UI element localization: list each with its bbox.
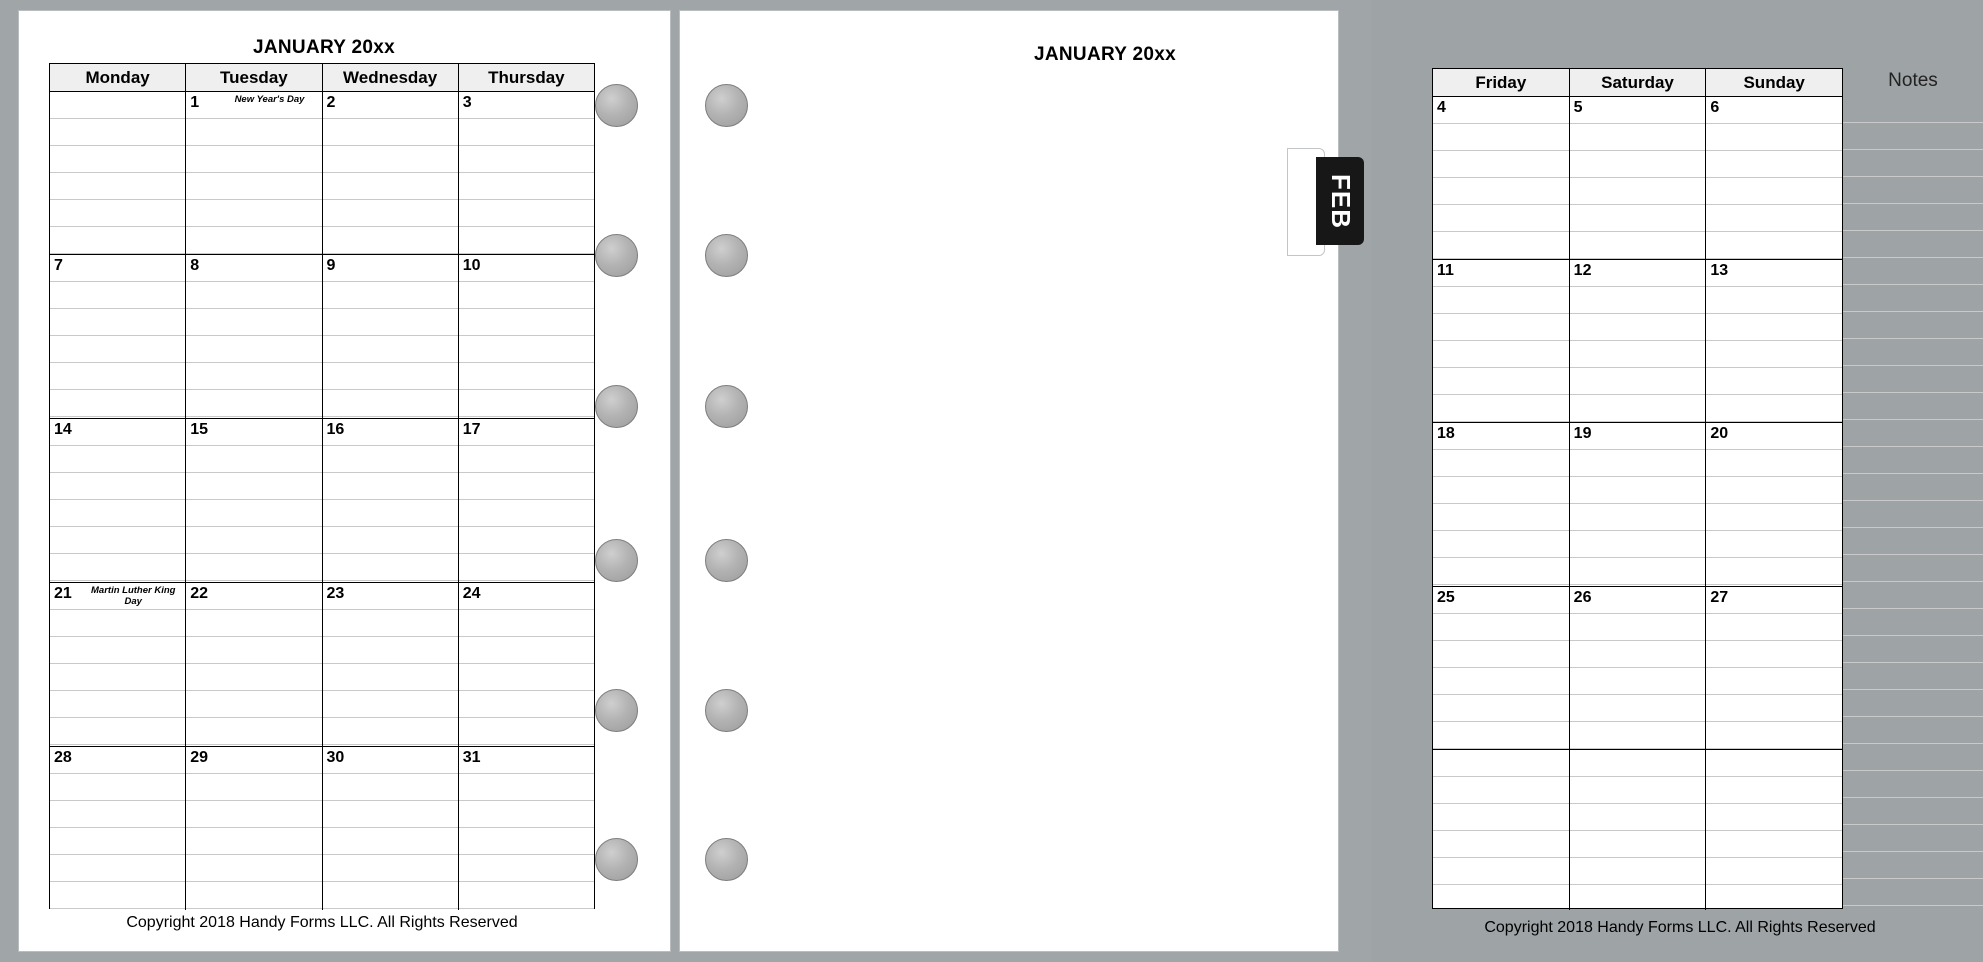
day-cell[interactable] (459, 255, 594, 418)
binder-ring (705, 385, 748, 428)
day-cell[interactable] (459, 92, 594, 254)
right-calendar-grid (1432, 68, 1843, 909)
day-number: 2 (326, 94, 336, 111)
day-cell[interactable] (1570, 97, 1707, 259)
day-number: 15 (190, 421, 209, 438)
binder-ring (595, 539, 638, 582)
day-cell[interactable] (50, 419, 186, 582)
table-row (1433, 587, 1842, 750)
right-page-title: JANUARY 20xx (1034, 44, 1176, 65)
right-page-footer: Copyright 2018 Handy Forms LLC. All Rights Reserved (1484, 919, 1876, 936)
day-number: 17 (462, 421, 481, 438)
day-cell[interactable] (1706, 423, 1842, 586)
day-number: 7 (54, 257, 63, 274)
day-cell[interactable] (50, 583, 186, 746)
day-cell[interactable] (323, 583, 459, 746)
table-row (1433, 423, 1842, 587)
left-page-footer: Copyright 2018 Handy Forms LLC. All Rights Reserved (126, 914, 518, 931)
left-weekday-header-row (50, 64, 594, 92)
day-cell[interactable] (50, 255, 186, 418)
binder-ring (705, 84, 748, 127)
table-row (50, 255, 594, 419)
day-cell[interactable] (1706, 750, 1842, 910)
day-number: 25 (1437, 589, 1455, 606)
left-page-title: JANUARY 20xx (253, 37, 395, 58)
binder-ring (705, 689, 748, 732)
day-number: 18 (1437, 425, 1455, 442)
day-number: 31 (462, 749, 481, 766)
day-cell[interactable] (186, 255, 322, 418)
day-number: 4 (1437, 99, 1446, 116)
day-cell[interactable] (1570, 260, 1707, 422)
day-number: 23 (326, 585, 345, 602)
table-row (50, 583, 594, 747)
binder-ring (595, 234, 638, 277)
notes-column[interactable] (1843, 68, 1983, 909)
table-row (1433, 260, 1842, 423)
weekday-header-saturday: Saturday (1570, 69, 1707, 96)
day-number: 26 (1573, 589, 1592, 606)
day-cell[interactable] (1706, 260, 1842, 422)
day-cell[interactable] (50, 92, 186, 254)
weekday-header-thursday: Thursday (459, 64, 594, 91)
holiday-label: New Year's Day (234, 94, 305, 105)
notes-title: Notes (1888, 70, 1938, 91)
day-number: 9 (326, 257, 336, 274)
day-number: 29 (190, 749, 209, 766)
day-cell[interactable] (459, 419, 594, 582)
day-number: 5 (1573, 99, 1583, 116)
day-cell[interactable] (323, 419, 459, 582)
holiday-label: Martin Luther King Day (91, 585, 176, 607)
day-cell[interactable] (186, 583, 322, 746)
weekday-header-wednesday: Wednesday (323, 64, 459, 91)
binder-ring (705, 234, 748, 277)
day-cell[interactable] (186, 419, 322, 582)
day-cell[interactable] (186, 747, 322, 910)
binder-ring (595, 84, 638, 127)
day-cell[interactable] (186, 92, 322, 254)
day-cell[interactable] (1570, 423, 1707, 586)
day-number: 12 (1573, 262, 1592, 279)
binder-ring (705, 539, 748, 582)
day-cell[interactable] (1433, 97, 1570, 259)
day-number: 11 (1437, 262, 1454, 279)
day-number: 6 (1710, 99, 1720, 116)
weekday-header-monday: Monday (50, 64, 186, 91)
table-row (50, 747, 594, 910)
day-cell[interactable] (323, 92, 459, 254)
day-number: 8 (190, 257, 200, 274)
table-row (50, 92, 594, 255)
day-number: 27 (1710, 589, 1729, 606)
day-cell[interactable] (1570, 587, 1707, 749)
day-number: 13 (1710, 262, 1729, 279)
day-number: 24 (462, 585, 481, 602)
binder-ring (595, 838, 638, 881)
day-number: 10 (462, 257, 481, 274)
left-calendar-grid (49, 63, 595, 909)
weekday-header-friday: Friday (1433, 69, 1570, 96)
notes-writing-area[interactable] (1843, 96, 1983, 909)
day-number: 3 (462, 94, 472, 111)
day-number: 30 (326, 749, 345, 766)
day-number: 16 (326, 421, 345, 438)
day-cell[interactable] (50, 747, 186, 910)
weekday-header-tuesday: Tuesday (186, 64, 322, 91)
day-cell[interactable] (1433, 750, 1570, 910)
day-number: 14 (54, 421, 72, 438)
day-number: 21 (54, 585, 72, 602)
day-cell[interactable] (1433, 587, 1570, 749)
table-row (1433, 97, 1842, 260)
table-row (50, 419, 594, 583)
left-page (18, 10, 671, 952)
day-number: 20 (1710, 425, 1729, 442)
day-number: 28 (54, 749, 72, 766)
binder-ring (595, 689, 638, 732)
tab-february[interactable] (1316, 157, 1364, 245)
day-cell[interactable] (459, 583, 594, 746)
day-number: 1 (190, 94, 200, 111)
binder-ring (595, 385, 638, 428)
weekday-header-sunday: Sunday (1706, 69, 1842, 96)
day-cell[interactable] (323, 747, 459, 910)
tab-february-label: FEB (1325, 173, 1356, 229)
day-cell[interactable] (459, 747, 594, 910)
day-cell[interactable] (1433, 260, 1570, 422)
day-cell[interactable] (1706, 97, 1842, 259)
day-cell[interactable] (323, 255, 459, 418)
day-number: 19 (1573, 425, 1592, 442)
day-cell[interactable] (1570, 750, 1707, 910)
day-cell[interactable] (1706, 587, 1842, 749)
table-row (1433, 750, 1842, 910)
binder-ring (705, 838, 748, 881)
day-cell[interactable] (1433, 423, 1570, 586)
right-weekday-header-row (1433, 69, 1842, 97)
day-number: 22 (190, 585, 209, 602)
